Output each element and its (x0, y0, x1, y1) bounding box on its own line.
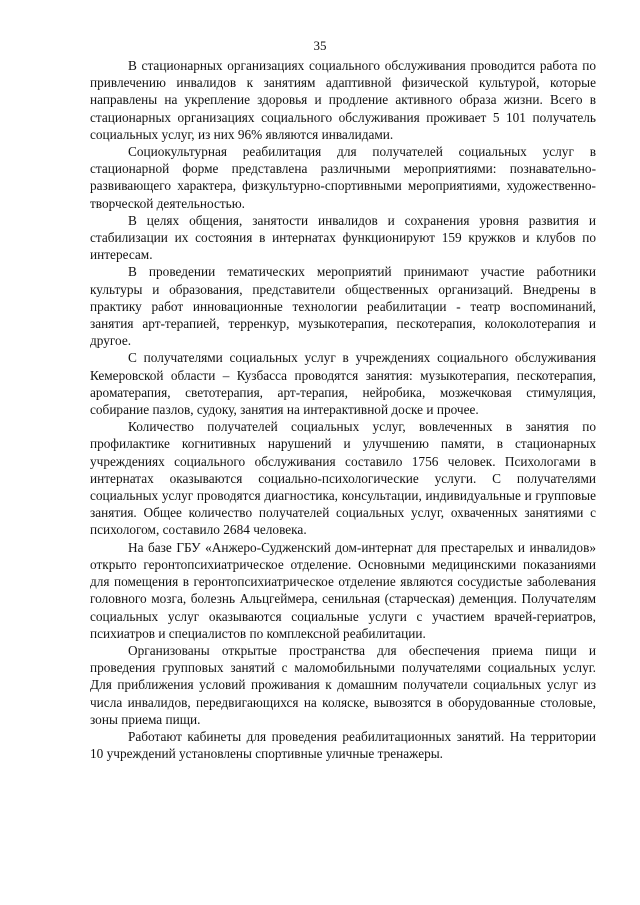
paragraph-open-spaces: Организованы открытые пространства для обеспечения приема пищи и проведения групповых занятий с маломобильными получателями социальных услуг. Для приближения условий проживания к домашним получатели социальных услуг из числа инвалидов, передвигающихся на коляске, вывозятся в оборудованные столовые, зоны приема пищи. (90, 642, 596, 727)
paragraph-sociocultural-rehabilitation: Социокультурная реабилитация для получателей социальных услуг в стационарной форме представлена различными мероприятиями: познавательно-развивающего характера, физкультурно-спортивными мероприятиями, художественно-творческой деятельностью. (90, 144, 596, 211)
body-text (90, 57, 596, 762)
paragraph-adaptive-physical-culture: В стационарных организациях социального обслуживания проводится работа по привлечению инвалидов к занятиям адаптивной физической культурой, которые направлены на укрепление здоровья и продление активного образа жизни. Всего в стационарных организациях социального обслуживания проживает 5 101 получатель социальных услуг, из них 96% являются инвалидами. (90, 58, 596, 142)
paragraph-cognitive-prevention: Количество получателей социальных услуг, вовлеченных в занятия по профилактике когнитивных нарушений и улучшению памяти, в стационарных учреждениях социального обслуживания составило 1756 человек. Психологами в интернатах оказываются социально-психологические услуги. С получателями социальных услуг проводятся диагностика, консультации, индивидуальные и групповые занятия. Общее количество получателей социальных услуг, охваченных занятиями с психологом, составило 2684 человека. (90, 419, 596, 538)
paragraph-clubs: В целях общения, занятости инвалидов и сохранения уровня развития и стабилизации их состояния в интернатах функционируют 159 кружков и клубов по интересам. (90, 212, 596, 263)
paragraph-therapy-activities: С получателями социальных услуг в учреждениях социального обслуживания Кемеровской области – Кузбасса проводятся занятия: музыкотерапия, пескотерапия, ароматерапия, светотерапия, арт-терапия, нейробика, мозжечковая стимуляция, собирание пазлов, судоку, занятия на интерактивной доске и прочее. (90, 350, 596, 418)
paragraph-gerontopsychiatric-department: На базе ГБУ «Анжеро-Судженский дом-интернат для престарелых и инвалидов» открыто геронтопсихиатрическое отделение. Основными медицинскими показаниями для помещения в геронтопсихиатрическое отделение являются сосудистые заболевания головного мозга, болезнь Альцгеймера, сенильная (старческая) деменция. Получателям социальных услуг оказываются социальные услуги с участием врачей-гериатров, психиатров и специалистов по комплексной реабилитации. (90, 539, 596, 641)
page-number: 35 (313, 38, 327, 53)
paragraph-thematic-events: В проведении тематических мероприятий принимают участие работники культуры и образования, представители общественных организаций. Внедрены в практику работ инновационные технологии реабилитации - театр воспоминаний, занятия арт-терапией, терренкур, музыкотерапия, пескотерапия, колоколотерапия и другое. (90, 264, 596, 349)
paragraph-rehabilitation-rooms: Работают кабинеты для проведения реабилитационных занятий. На территории 10 учреждений установлены спортивные уличные тренажеры. (90, 728, 596, 762)
